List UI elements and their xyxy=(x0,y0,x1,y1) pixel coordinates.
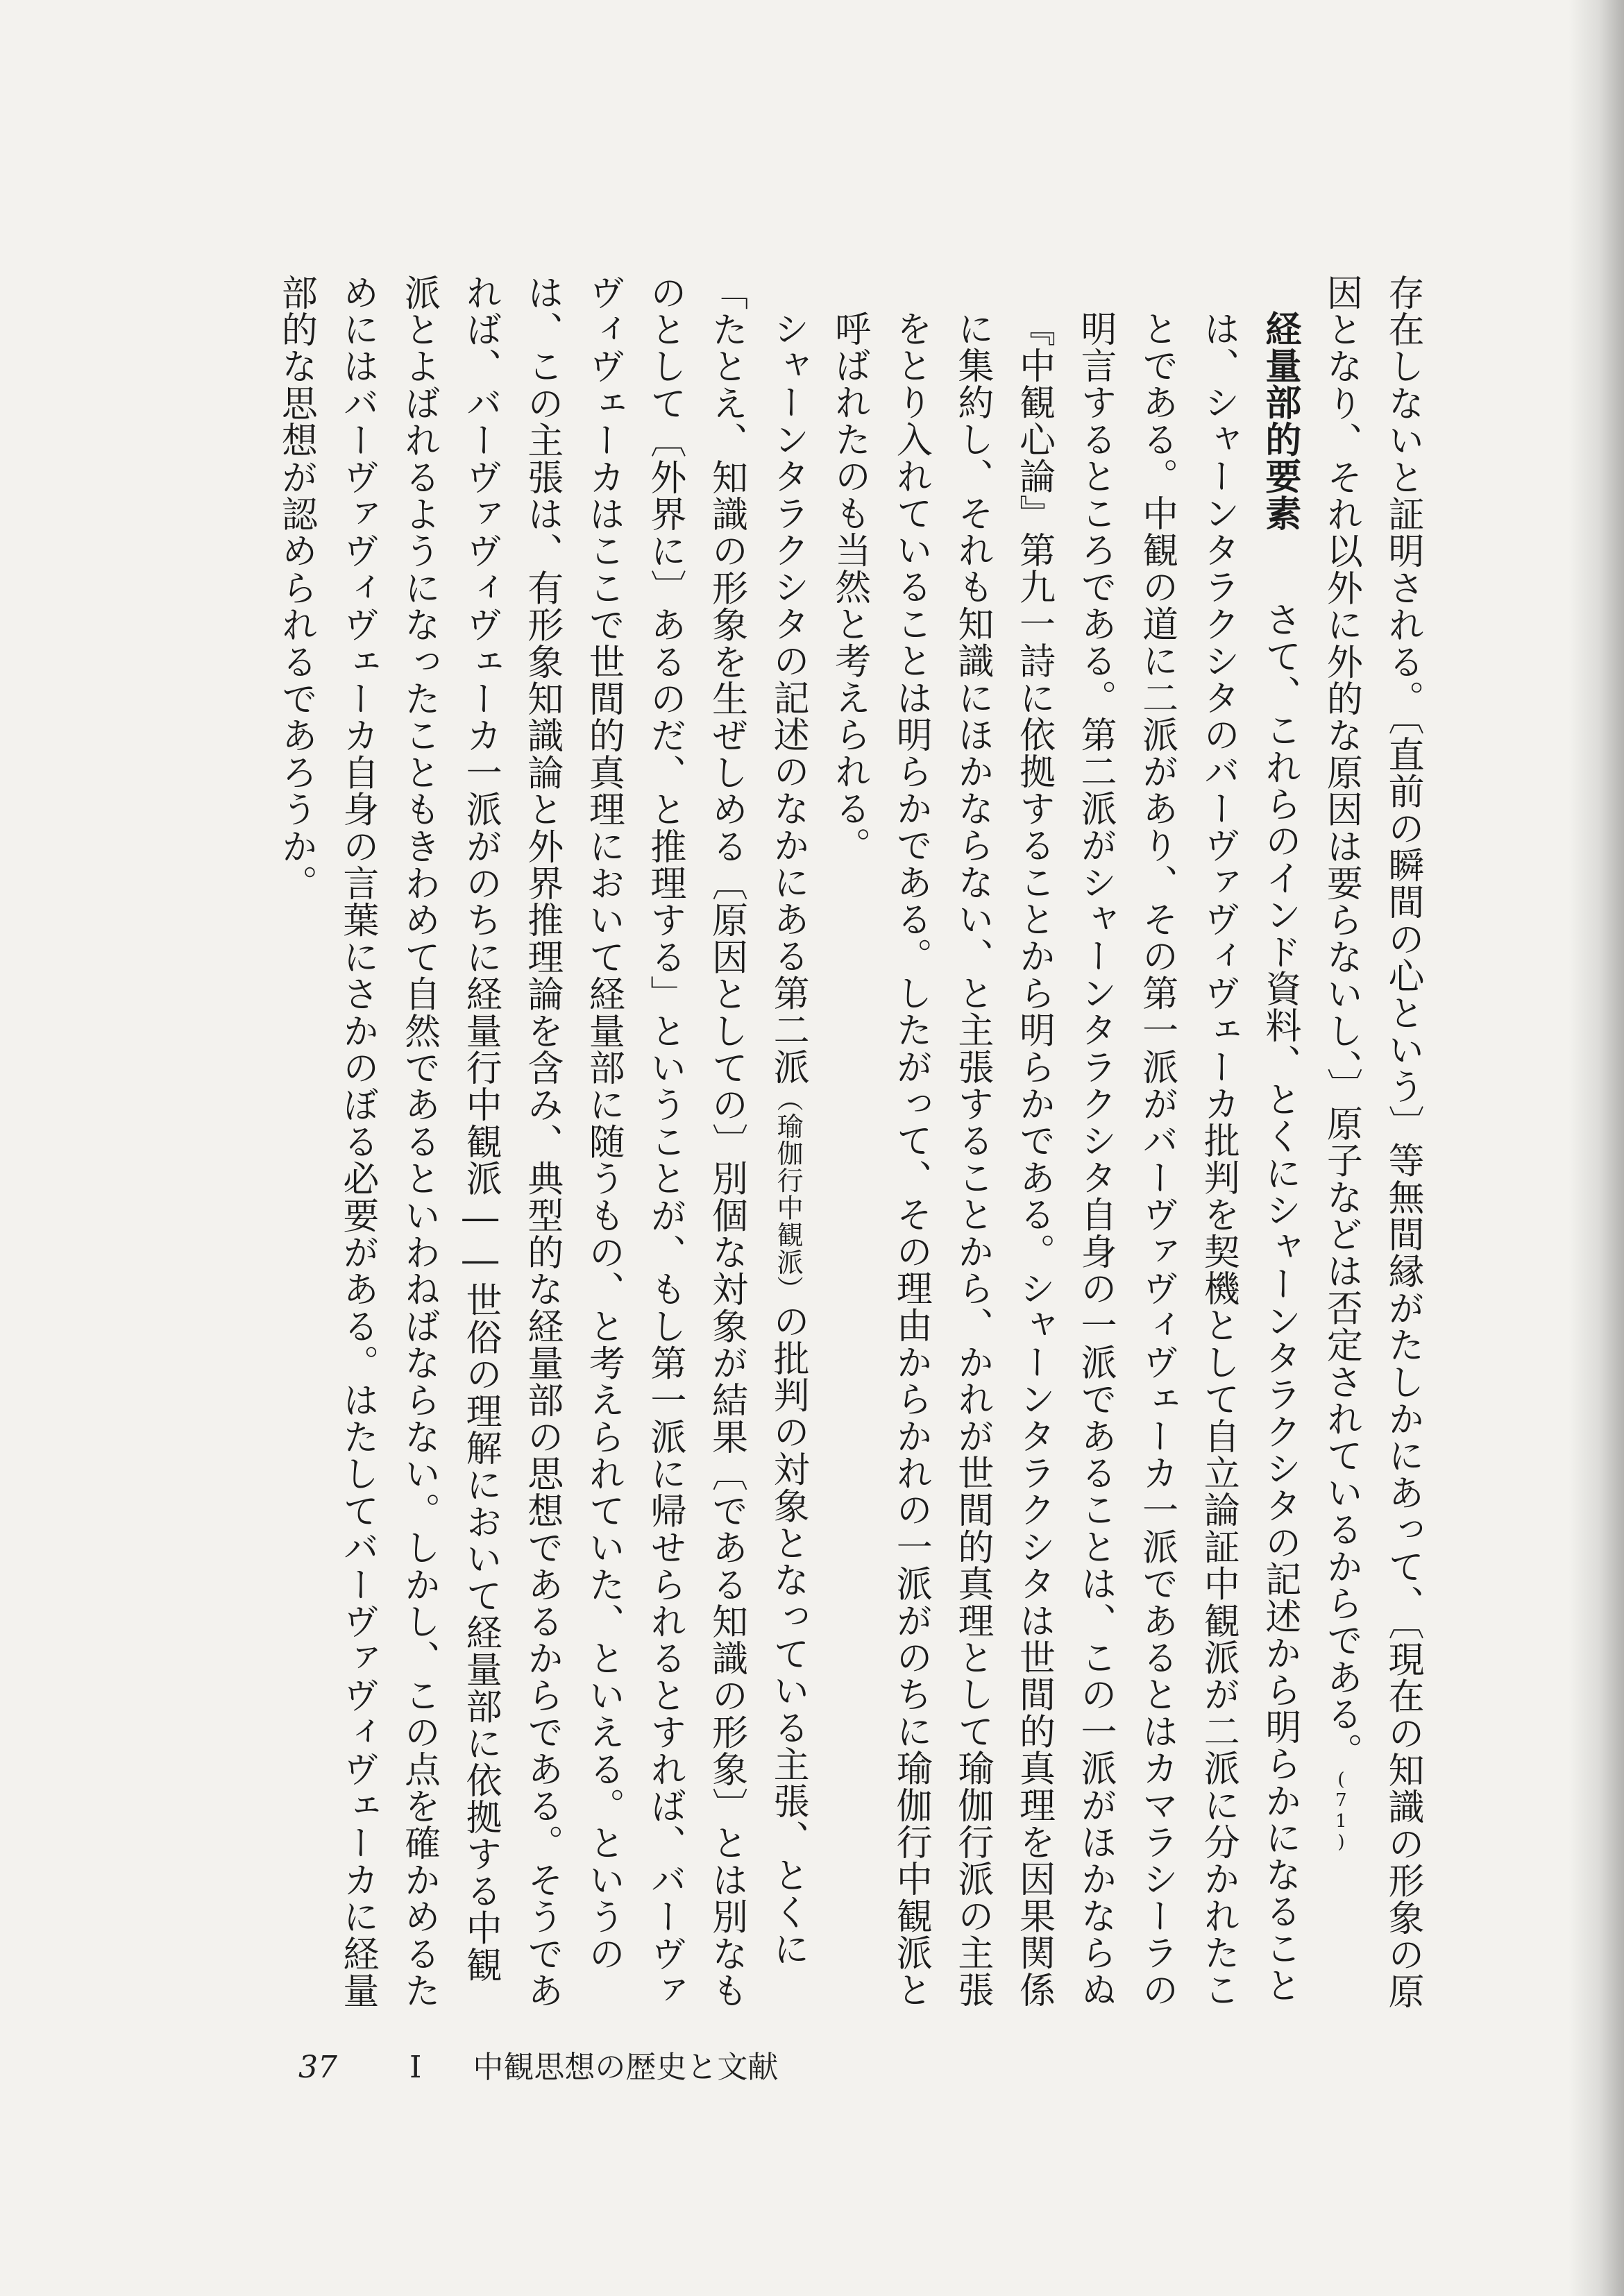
part-number: I xyxy=(409,2050,422,2085)
page-edge-shadow xyxy=(1568,0,1624,2296)
paragraph-2-text-a: シャーンタラクシタの記述のなかにある第二派 xyxy=(767,310,809,1086)
paragraph-1-text: さて、これらのインド資料、とくにシャーンタラクシタの記述から明らかになることは、シャーンタラクシタのバーヴァヴィヴェーカ批判を契機として自立論証中観派が二派に分かれたことである。中観の道に二派があり、その第一派がバーヴァヴィヴェーカ一派であるとはカマラシーラの明言するところである。第二派がシャーンタラクシタ自身の一派であることは、この一派がほかならぬ『中観心論』第九一詩に依拠することから明らかである。シャーンタラクシタは世間的真理を因果関係に集約し、それも知識にほかならない、と主張することから、かれが世間的真理として瑜伽行派の主張をとり入れていることは明らかである。したがって、その理由からかれの一派がのちに瑜伽行中観派と呼ばれたのも当然と考えられる。 xyxy=(828,310,1301,2009)
paragraph-2 xyxy=(265,274,818,2019)
body-text xyxy=(274,274,1433,2019)
heading-spacer xyxy=(1279,532,1280,564)
page-number: 37 xyxy=(298,2050,337,2085)
section-heading: 経量部的要素 xyxy=(1258,310,1301,532)
paragraph-2-annotation: （瑜伽行中観派） xyxy=(772,1085,804,1303)
continuation-paragraph xyxy=(1310,274,1433,2019)
running-footer xyxy=(298,2043,778,2092)
paragraph-1 xyxy=(818,310,1310,2019)
paragraph-2-text-b: の批判の対象となっている主張、とくに「たとえ、知識の形象を生ぜしめる〔原因としての〕別個な対象が結果〔である知識の形象〕とは別なものとして〔外界に〕あるのだ、と推理する」ということが、もし第一派に帰せられるとすれば、バーヴァヴィヴェーカはここで世間的真理において経量部に随うもの、と考えられていた、といえる。というのは、この主張は、有形象知識論と外界推理論を含み、典型的な経量部の思想であるからである。そうであれば、バーヴァヴィヴェーカ一派がのちに経量行中観派――世俗の理解において経量部に依拠する中観派とよばれるようになったこともきわめて自然であるといわねばならない。しかし、この点を確かめるためにはバーヴァヴィヴェーカ自身の言葉にさかのぼる必要がある。はたしてバーヴァヴィヴェーカに経量部的な思想が認められるであろうか。 xyxy=(275,274,809,2009)
footer-section-title: 中観思想の歴史と文献 xyxy=(473,2050,779,2085)
continuation-text: 存在しないと証明される。〔直前の瞬間の心という〕等無間縁がたしかにあって、〔現在の知識の形象の原因となり、それ以外に外的な原因は要らないし、〕原子などは否定されているからである。 xyxy=(1320,274,1423,2010)
footnote-reference: (71) xyxy=(1330,1769,1352,1853)
